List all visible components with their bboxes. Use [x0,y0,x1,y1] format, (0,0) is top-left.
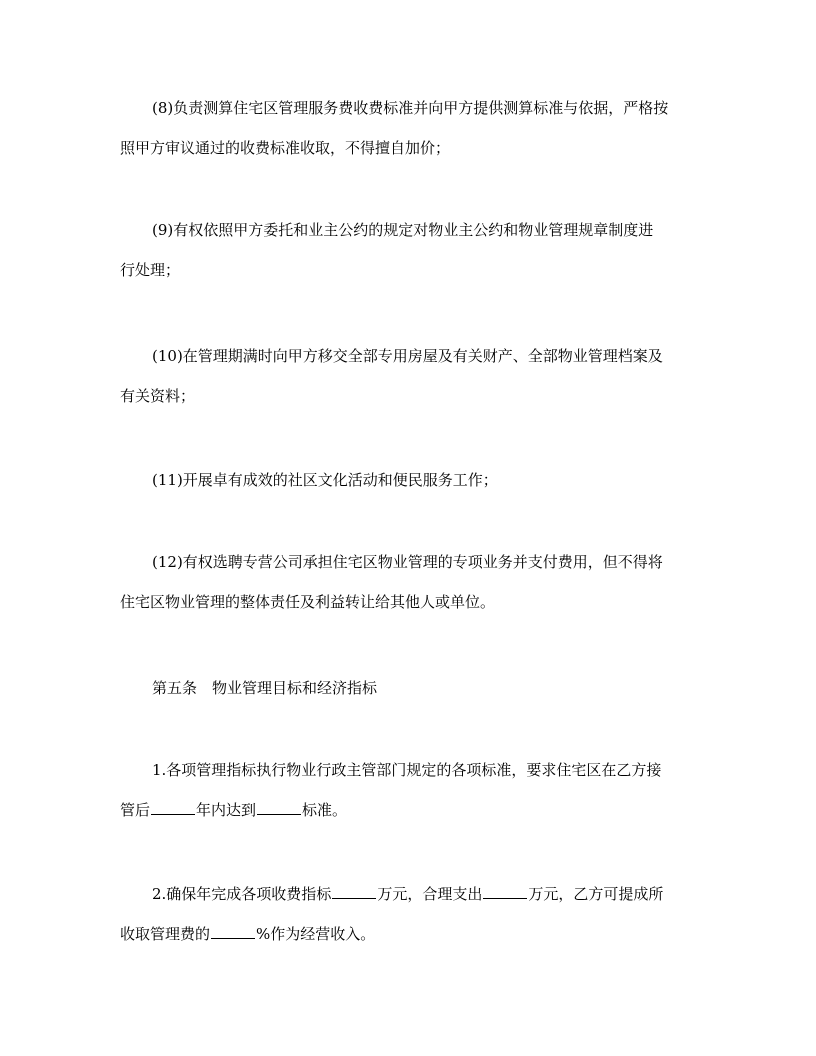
paragraph-line: 行处理； [120,261,181,279]
paragraph-line [120,790,700,830]
paragraph-item-11 [120,460,700,500]
paragraph-item-2 [120,874,700,954]
paragraph-line: (11)开展卓有成效的社区文化活动和便民服务工作； [152,471,498,489]
paragraph-line: 照甲方审议通过的收费标准收取，不得擅自加价； [120,139,451,157]
article-5-heading: 第五条 物业管理目标和经济指标 [152,679,378,697]
paragraph-line [120,874,700,914]
paragraph-line: (12)有权选聘专营公司承担住宅区物业管理的专项业务并支付费用，但不得将 [152,553,663,571]
paragraph-line: 住宅区物业管理的整体责任及利益转让给其他人或单位。 [120,593,496,611]
paragraph-line: (8)负责测算住宅区管理服务费收费标准并向甲方提供测算标准与依据，严格按 [152,99,669,117]
fill-in-blank[interactable] [211,924,255,939]
paragraph-line: 有关资料； [120,387,196,405]
paragraph-item-8 [120,88,700,168]
text-segment: 标准。 [302,801,348,819]
text-segment: 收取管理费的 [120,925,211,943]
paragraph-line [120,914,700,954]
article-heading [120,668,700,708]
text-segment: 年内达到 [196,801,257,819]
paragraph-line: (9)有权依照甲方委托和业主公约的规定对物业主公约和物业管理规章制度进 [152,221,654,239]
paragraph-item-12 [120,542,700,622]
text-segment: 2.确保年完成各项收费指标 [152,885,332,903]
fill-in-blank[interactable] [257,800,301,815]
paragraph-line: 1.各项管理指标执行物业行政主管部门规定的各项标准，要求住宅区在乙方接 [152,761,662,779]
text-segment: 万元，乙方可提成所 [528,885,664,903]
text-segment: 万元，合理支出 [377,885,483,903]
text-segment: 管后 [120,801,151,819]
fill-in-blank[interactable] [332,884,376,899]
paragraph-line: (10)在管理期满时向甲方移交全部专用房屋及有关财产、全部物业管理档案及 [152,347,663,365]
fill-in-blank[interactable] [483,884,527,899]
paragraph-item-1 [120,750,700,830]
fill-in-blank[interactable] [151,800,195,815]
text-segment: %作为经营收入。 [256,925,376,943]
paragraph-item-10 [120,336,700,416]
paragraph-item-9 [120,210,700,290]
